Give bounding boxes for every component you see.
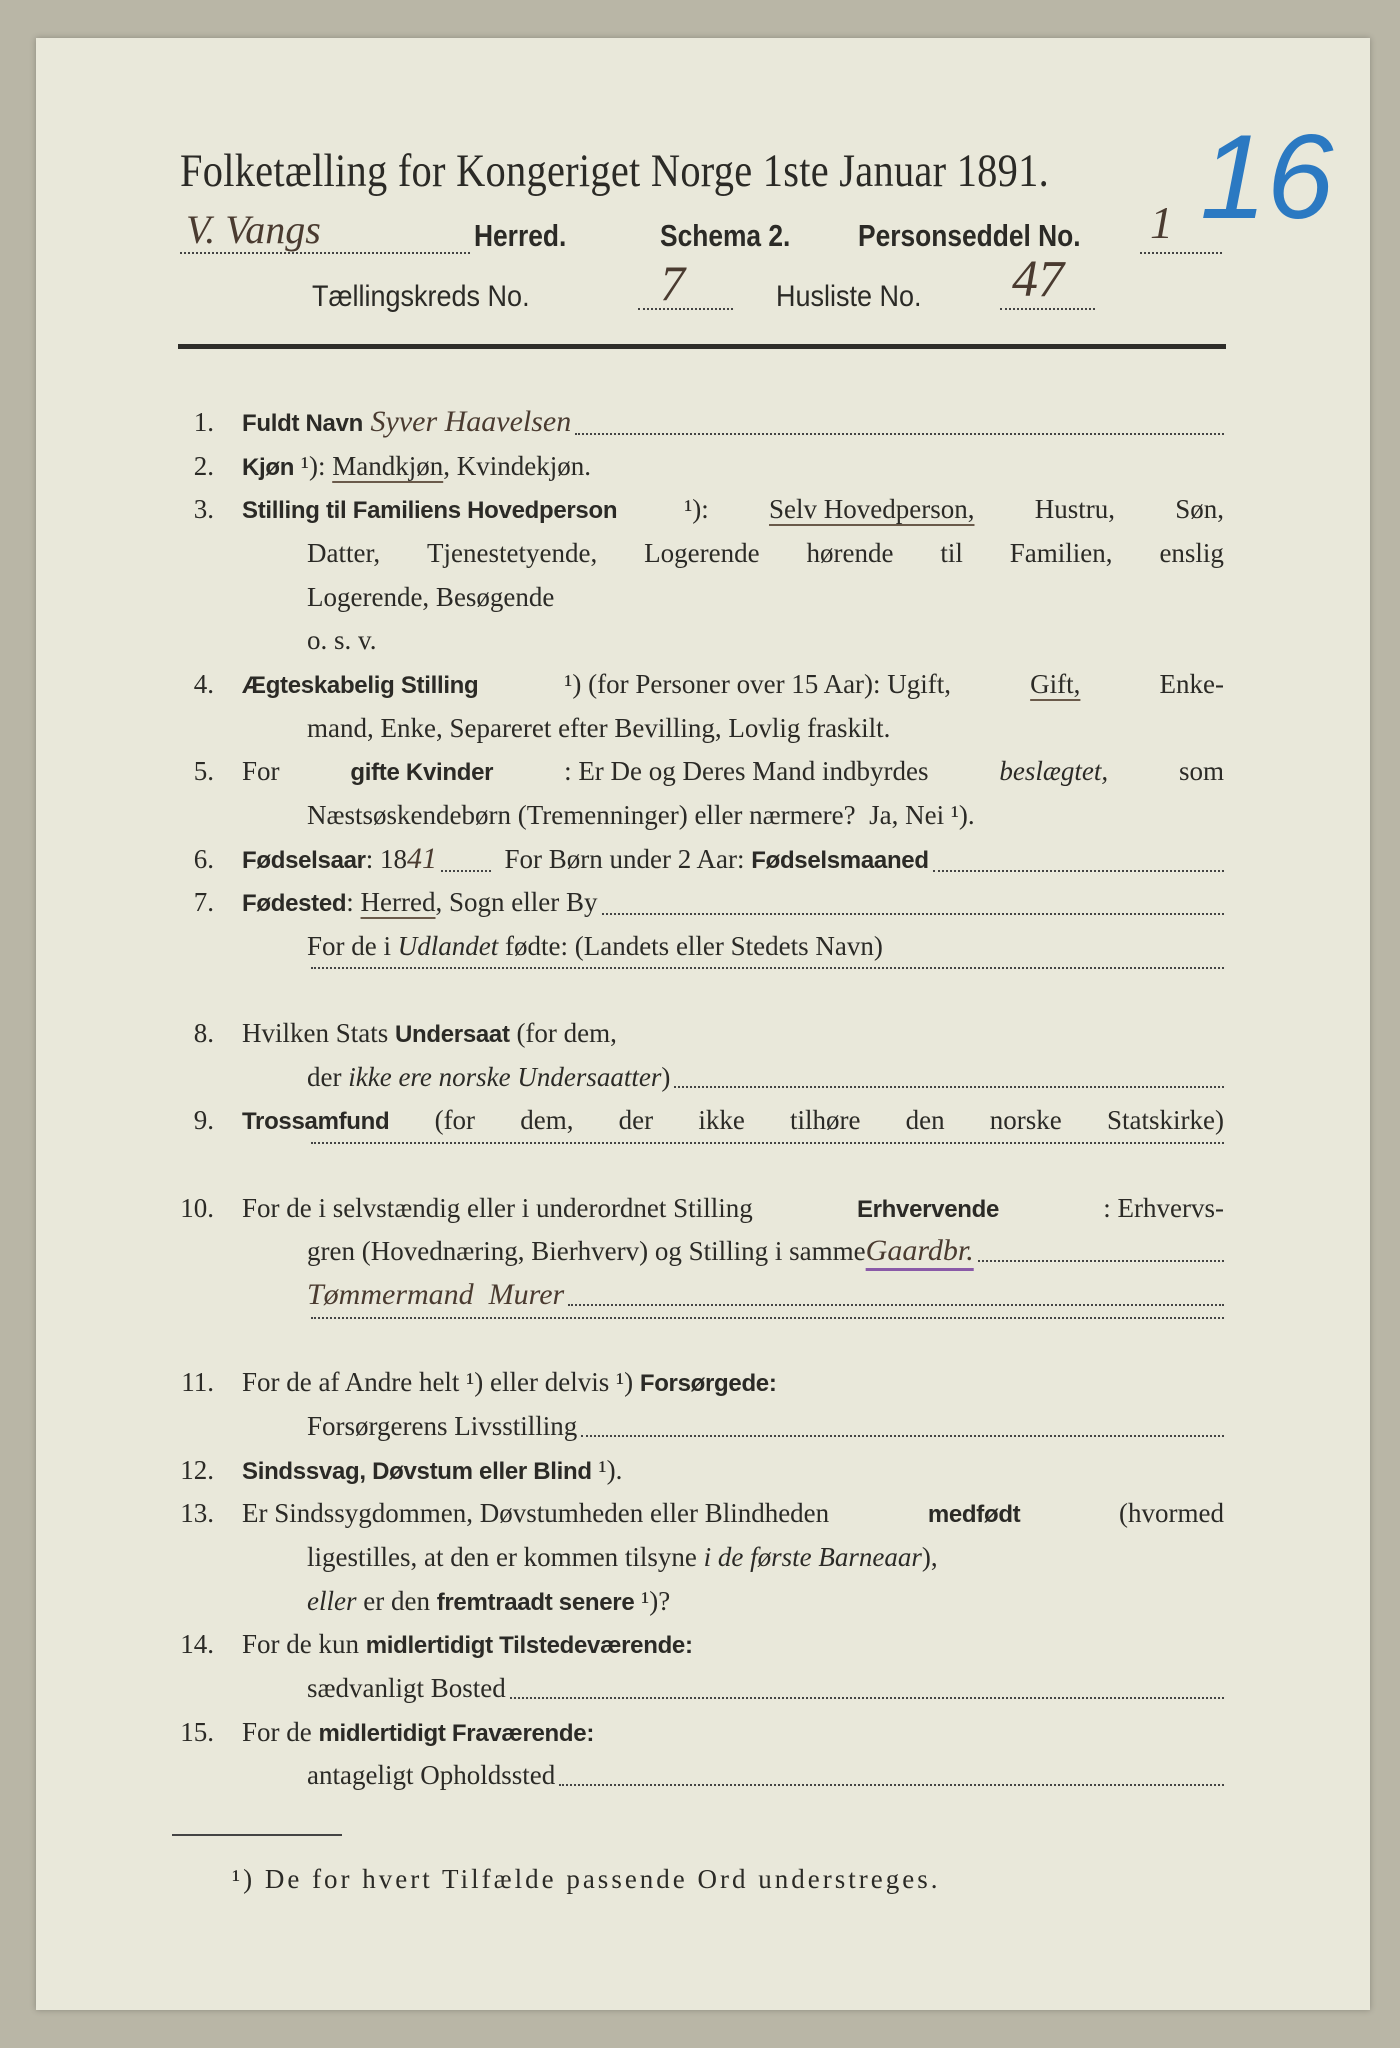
margin-note: 16 [1200,110,1334,244]
form-text: eller [307,1585,357,1616]
form-text: Mandkjøn [332,450,444,481]
question-number: 7. [193,887,214,918]
fill-in-line [441,870,491,872]
form-row [0,662,1400,706]
form-row [0,1710,1400,1754]
form-row [0,1098,1400,1142]
form-row [0,1622,1400,1666]
form-text: Statskirke) [1106,1105,1224,1136]
form-text: enslig [1159,537,1224,568]
fill-in-line [311,967,1224,969]
fill-in-line [581,1435,1224,1437]
form-row [0,967,1400,1011]
question-text [307,1273,1224,1317]
taellingskreds-value: 7 [660,255,685,311]
form-text: Udlandet [397,930,499,961]
form-text: , Kvindekjøn. [443,450,591,481]
form-text: (for dem, [509,1018,617,1049]
form-text: som [1178,756,1224,787]
form-row [0,531,1400,575]
handwritten-answer: Tømmermand Murer [307,1278,565,1311]
herred-value: V. Vangs [186,207,321,252]
fill-in-line [559,1784,1224,1786]
question-text [242,1448,1224,1494]
form-text: dem, [520,1105,574,1136]
field-label: Erhvervende [856,1195,1000,1223]
question-text [242,749,1224,795]
form-text: Enke- [1159,668,1224,699]
field-label: midlertidigt Tilstedeværende: [365,1632,693,1660]
fill-in-line [568,1304,1224,1306]
form-text: ¹): [677,494,709,525]
question-text [307,1055,1224,1099]
field-label: Fødselsaar [242,846,366,874]
question-text [242,1186,1224,1232]
question-text [307,706,1224,750]
question-text [307,1535,1224,1579]
field-label: Forsørgede: [639,1370,777,1398]
question-number: 14. [180,1629,214,1660]
form-text: Forsørgerens Livsstilling [307,1410,578,1441]
form-text: : Erhvervs- [1103,1192,1224,1223]
form-row [0,749,1400,793]
form-row [0,1666,1400,1710]
form-text: , Sogn eller By [435,887,598,918]
form-title: Folketælling for Kongeriget Norge 1ste Januar 1891. [180,145,1049,197]
question-text [242,837,1224,883]
form-row [0,400,1400,444]
fill-in-line [311,1317,1224,1319]
form-row [0,1360,1400,1404]
fill-in-line [978,1260,1224,1262]
form-row [0,444,1400,488]
form-text: Er Sindssygdommen, Døvstumheden eller Blindheden [242,1498,830,1529]
header-divider [178,344,1226,349]
form-text: mand, Enke, Separeret efter Bevilling, Lovlig fraskilt. [307,712,891,743]
handwritten-answer: Syver Haavelsen [363,405,572,438]
form-row [0,487,1400,531]
question-text [307,1753,1224,1797]
field-label: gifte Kvinder [350,759,494,787]
field-label: Stilling til Familiens Hovedperson [242,497,618,525]
form-row [0,1055,1400,1099]
taellingskreds-label: Tællingskreds No. [312,280,530,313]
form-text: Hustru, [1034,494,1115,525]
question-number: 9. [193,1105,214,1136]
fill-in-line [311,1142,1224,1144]
question-text [242,1360,1224,1406]
form-row [0,618,1400,662]
form-row [0,1186,1400,1230]
question-text [307,1579,1224,1625]
form-row [0,837,1400,881]
form-text: gren (Hovednæring, Bierhverv) og Stilling i samme [307,1236,866,1267]
form-text: norske [989,1105,1062,1136]
form-text: Logerende [644,537,760,568]
question-text [242,1710,1224,1756]
question-number: 2. [193,450,214,481]
form-text: For de [242,1716,319,1747]
question-number: 5. [193,756,214,787]
form-text: til [940,537,963,568]
form-text: : Er De og Deres Mand indbyrdes [564,756,929,787]
question-text [242,880,1224,926]
husliste-label: Husliste No. [776,280,922,313]
question-text [242,444,1224,490]
question-text [307,618,1224,662]
fill-in-line [510,1697,1224,1699]
question-text [242,662,1224,708]
field-label: Kjøn [242,453,295,481]
question-text [307,1142,1224,1155]
question-text [307,793,1224,837]
form-row [0,575,1400,619]
question-text [242,1491,1224,1537]
question-number: 3. [193,494,214,525]
footnote-divider [172,1834,342,1836]
form-text: Familien, [1009,537,1113,568]
form-text: Herred [360,887,436,918]
field-label: fremtraadt senere [436,1588,635,1616]
form-text: For [242,756,280,787]
question-number: 13. [180,1498,214,1529]
question-number: 6. [193,843,214,874]
question-number: 10. [180,1192,214,1223]
form-text: der [618,1105,654,1136]
footnote: ¹) De for hvert Tilfælde passende Ord understreges. [232,1864,941,1894]
form-text: Næstsøskendebørn (Tremenninger) eller nærmere? Ja, Nei ¹). [307,799,975,830]
schema-label: Schema 2. [660,218,791,253]
form-text: antageligt Opholdssted [307,1760,556,1791]
form-text: (for [434,1105,476,1136]
form-text: ) [661,1061,671,1092]
handwritten-answer: Gaardbr. [865,1234,974,1268]
question-text [307,924,1224,968]
form-row [0,1535,1400,1579]
question-text [307,575,1224,619]
fill-in-line [602,913,1225,915]
field-label: Sindssvag, Døvstum eller Blind [242,1457,592,1485]
field-label: midlertidigt Fraværende: [318,1719,595,1747]
field-label: medfødt [927,1501,1021,1529]
form-row [0,1491,1400,1535]
form-row [0,1317,1400,1361]
fill-in-line [933,870,1224,872]
form-text: For de i [307,930,398,961]
form-row [0,1404,1400,1448]
question-text [307,531,1224,575]
question-number: 12. [180,1454,214,1485]
form-text: ikke [698,1105,745,1136]
taellingskreds-field-line [638,308,733,310]
form-text: er den [356,1585,437,1616]
personseddel-field-line [1140,252,1222,254]
form-text: ), [921,1541,938,1572]
form-text: For Børn under 2 Aar: [491,843,752,874]
form-row [0,1229,1400,1273]
form-row [0,1142,1400,1186]
form-text: ikke ere norske Undersaatter [348,1061,662,1092]
form-row [0,1011,1400,1055]
form-text: ligestilles, at den er kommen tilsyne [307,1541,704,1572]
question-text [307,967,1224,980]
question-number: 8. [193,1018,214,1049]
form-text: beslægtet, [999,756,1109,787]
form-text: tilhøre [789,1105,861,1136]
fill-in-line [575,433,1224,435]
question-text [242,487,1224,533]
form-text: Logerende, Besøgende [307,581,555,612]
form-text: den [905,1105,945,1136]
form-text: For de i selvstændig eller i underordnet Stilling [242,1192,753,1223]
form-text: Søn, [1175,494,1224,525]
form-text: fødte: (Landets eller Stedets Navn) [498,930,883,961]
husliste-value: 47 [1012,251,1064,308]
field-label: Trossamfund [242,1108,390,1136]
handwritten-answer: 41 [407,841,437,875]
question-number: 11. [181,1367,214,1398]
form-text: sædvanligt Bosted [307,1672,506,1703]
question-text [242,1622,1224,1668]
form-text: : [346,887,361,918]
personseddel-label: Personseddel No. [858,218,1081,253]
form-text: ¹)? [634,1585,671,1616]
field-label: Fødselsmaaned [751,846,929,874]
form-text: (hvormed [1119,1498,1224,1529]
form-row [0,1273,1400,1317]
form-text: ¹) (for Personer over 15 Aar): Ugift, [557,668,952,699]
form-text: Datter, [307,537,381,568]
fill-in-line [674,1086,1224,1088]
form-row [0,1579,1400,1623]
question-number: 1. [193,407,214,437]
form-text: Tjenestetyende, [427,537,598,568]
form-text: Hvilken Stats [242,1018,395,1049]
form-row [0,880,1400,924]
form-row [0,706,1400,750]
field-label: Undersaat [395,1021,510,1049]
form-text: Selv Hovedperson, [769,494,975,525]
form-text: ¹): [294,450,333,481]
form-text: o. s. v. [307,625,377,656]
form-text: Gift, [1030,668,1081,699]
herred-label: Herred. [474,218,567,253]
form-text: der [307,1061,349,1092]
question-number: 15. [180,1716,214,1747]
personseddel-value: 1 [1150,197,1173,248]
question-number: 4. [193,668,214,699]
question-text [307,1317,1224,1330]
question-text [307,1404,1224,1448]
form-row [0,1753,1400,1797]
question-text [242,1011,1224,1057]
field-label: Fuldt Navn [242,410,363,437]
field-label: Ægteskabelig Stilling [242,671,479,699]
form-text: i de første Barneaar [703,1541,922,1572]
question-text [242,1098,1224,1144]
form-text: ¹). [591,1454,623,1485]
form-row [0,924,1400,968]
question-text [307,1229,1224,1273]
question-text [307,1666,1224,1710]
form-row [0,1448,1400,1492]
form-text: For de af Andre helt ¹) eller delvis ¹) [242,1367,640,1398]
form-text: hørende [806,537,894,568]
field-label: Fødested [242,890,347,918]
question-text [242,400,1224,446]
form-text: For de kun [242,1629,366,1660]
form-text: : 18 [365,843,407,874]
form-row [0,793,1400,837]
